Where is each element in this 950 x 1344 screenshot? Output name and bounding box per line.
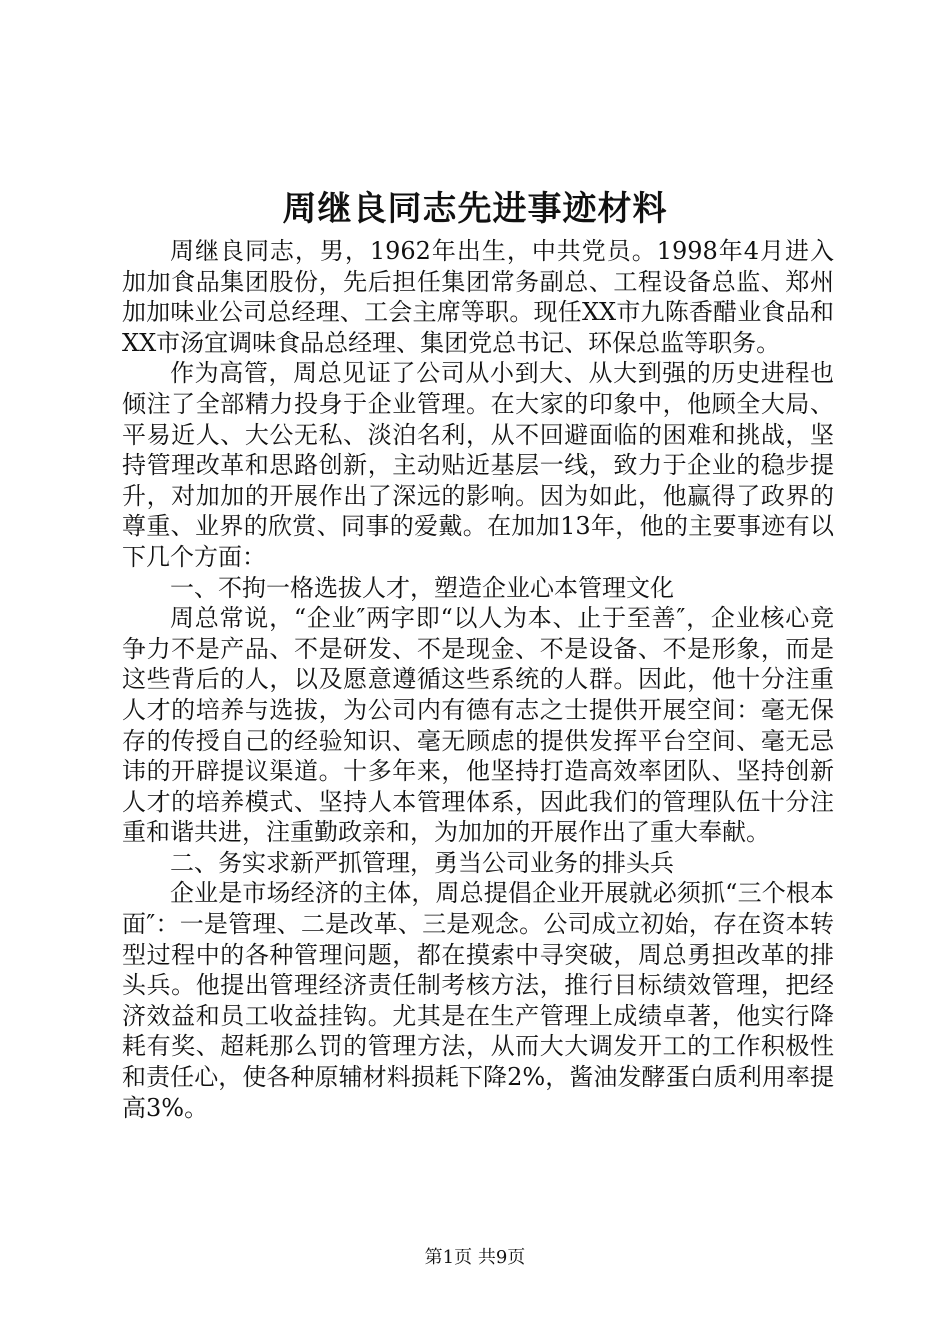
section-heading-2: 二、务实求新严抓管理，勇当公司业务的排头兵 (170, 848, 674, 877)
paragraph-section-1: 周总常说，“企业″两字即“以人为本、止于至善″，企业核心竞争力不是产品、不是研发、不是现金、不是设备、不是形象，而是这些背后的人，以及愿意遵循这些系统的人群。因此，他十分注重人才的培养与选拔，为公司内有德有志之士提供开展空间：毫无保存的传授自己的经验知识、毫无顾虑的提供发挥平台空间、毫无忌讳的开辟提议渠道。十多年来，他坚持打造高效率团队、坚持创新人才的培养模式、坚持人本管理体系，因此我们的管理队伍十分注重和谐共进，注重勤政亲和，为加加的开展作出了重大奉献。 (122, 604, 834, 847)
section-heading-1: 一、不拘一格选拔人才，塑造企业心本管理文化 (170, 573, 674, 602)
paragraph-section-2: 企业是市场经济的主体，周总提倡企业开展就必须抓“三个根本面″：一是管理、二是改革、三是观念。公司成立初始，存在资本转型过程中的各种管理问题，都在摸索中寻突破，周总勇担改革的排头兵。他提出管理经济责任制考核方法，推行目标绩效管理，把经济效益和员工收益挂钩。尤其是在生产管理上成绩卓著，他实行降耗有奖、超耗那么罚的管理方法，从而大大调发开工的工作积极性和责任心，使各种原辅材料损耗下降2%，酱油发酵蛋白质利用率提高3%。 (122, 879, 834, 1122)
document-body (122, 236, 834, 1123)
page-number-footer: 第1页 共9页 (424, 1247, 526, 1268)
paragraph-overview: 作为高管，周总见证了公司从小到大、从大到强的历史进程也倾注了全部精力投身于企业管理。在大家的印象中，他顾全大局、平易近人、大公无私、淡泊名利，从不回避面临的困难和挑战，坚持管理改革和思路创新，主动贴近基层一线，致力于企业的稳步提升，对加加的开展作出了深远的影响。因为如此，他赢得了政界的尊重、业界的欣赏、同事的爱戴。在加加13年，他的主要事迹有以下几个方面： (122, 359, 834, 571)
paragraph-intro: 周继良同志，男，1962年出生，中共党员。1998年4月进入加加食品集团股份，先后担任集团常务副总、工程设备总监、郑州加加味业公司总经理、工会主席等职。现任XX市九陈香醋业食品和XX市汤宜调味食品总经理、集团党总书记、环保总监等职务。 (122, 237, 834, 357)
document-title: 周继良同志先进事迹材料 (282, 189, 668, 229)
